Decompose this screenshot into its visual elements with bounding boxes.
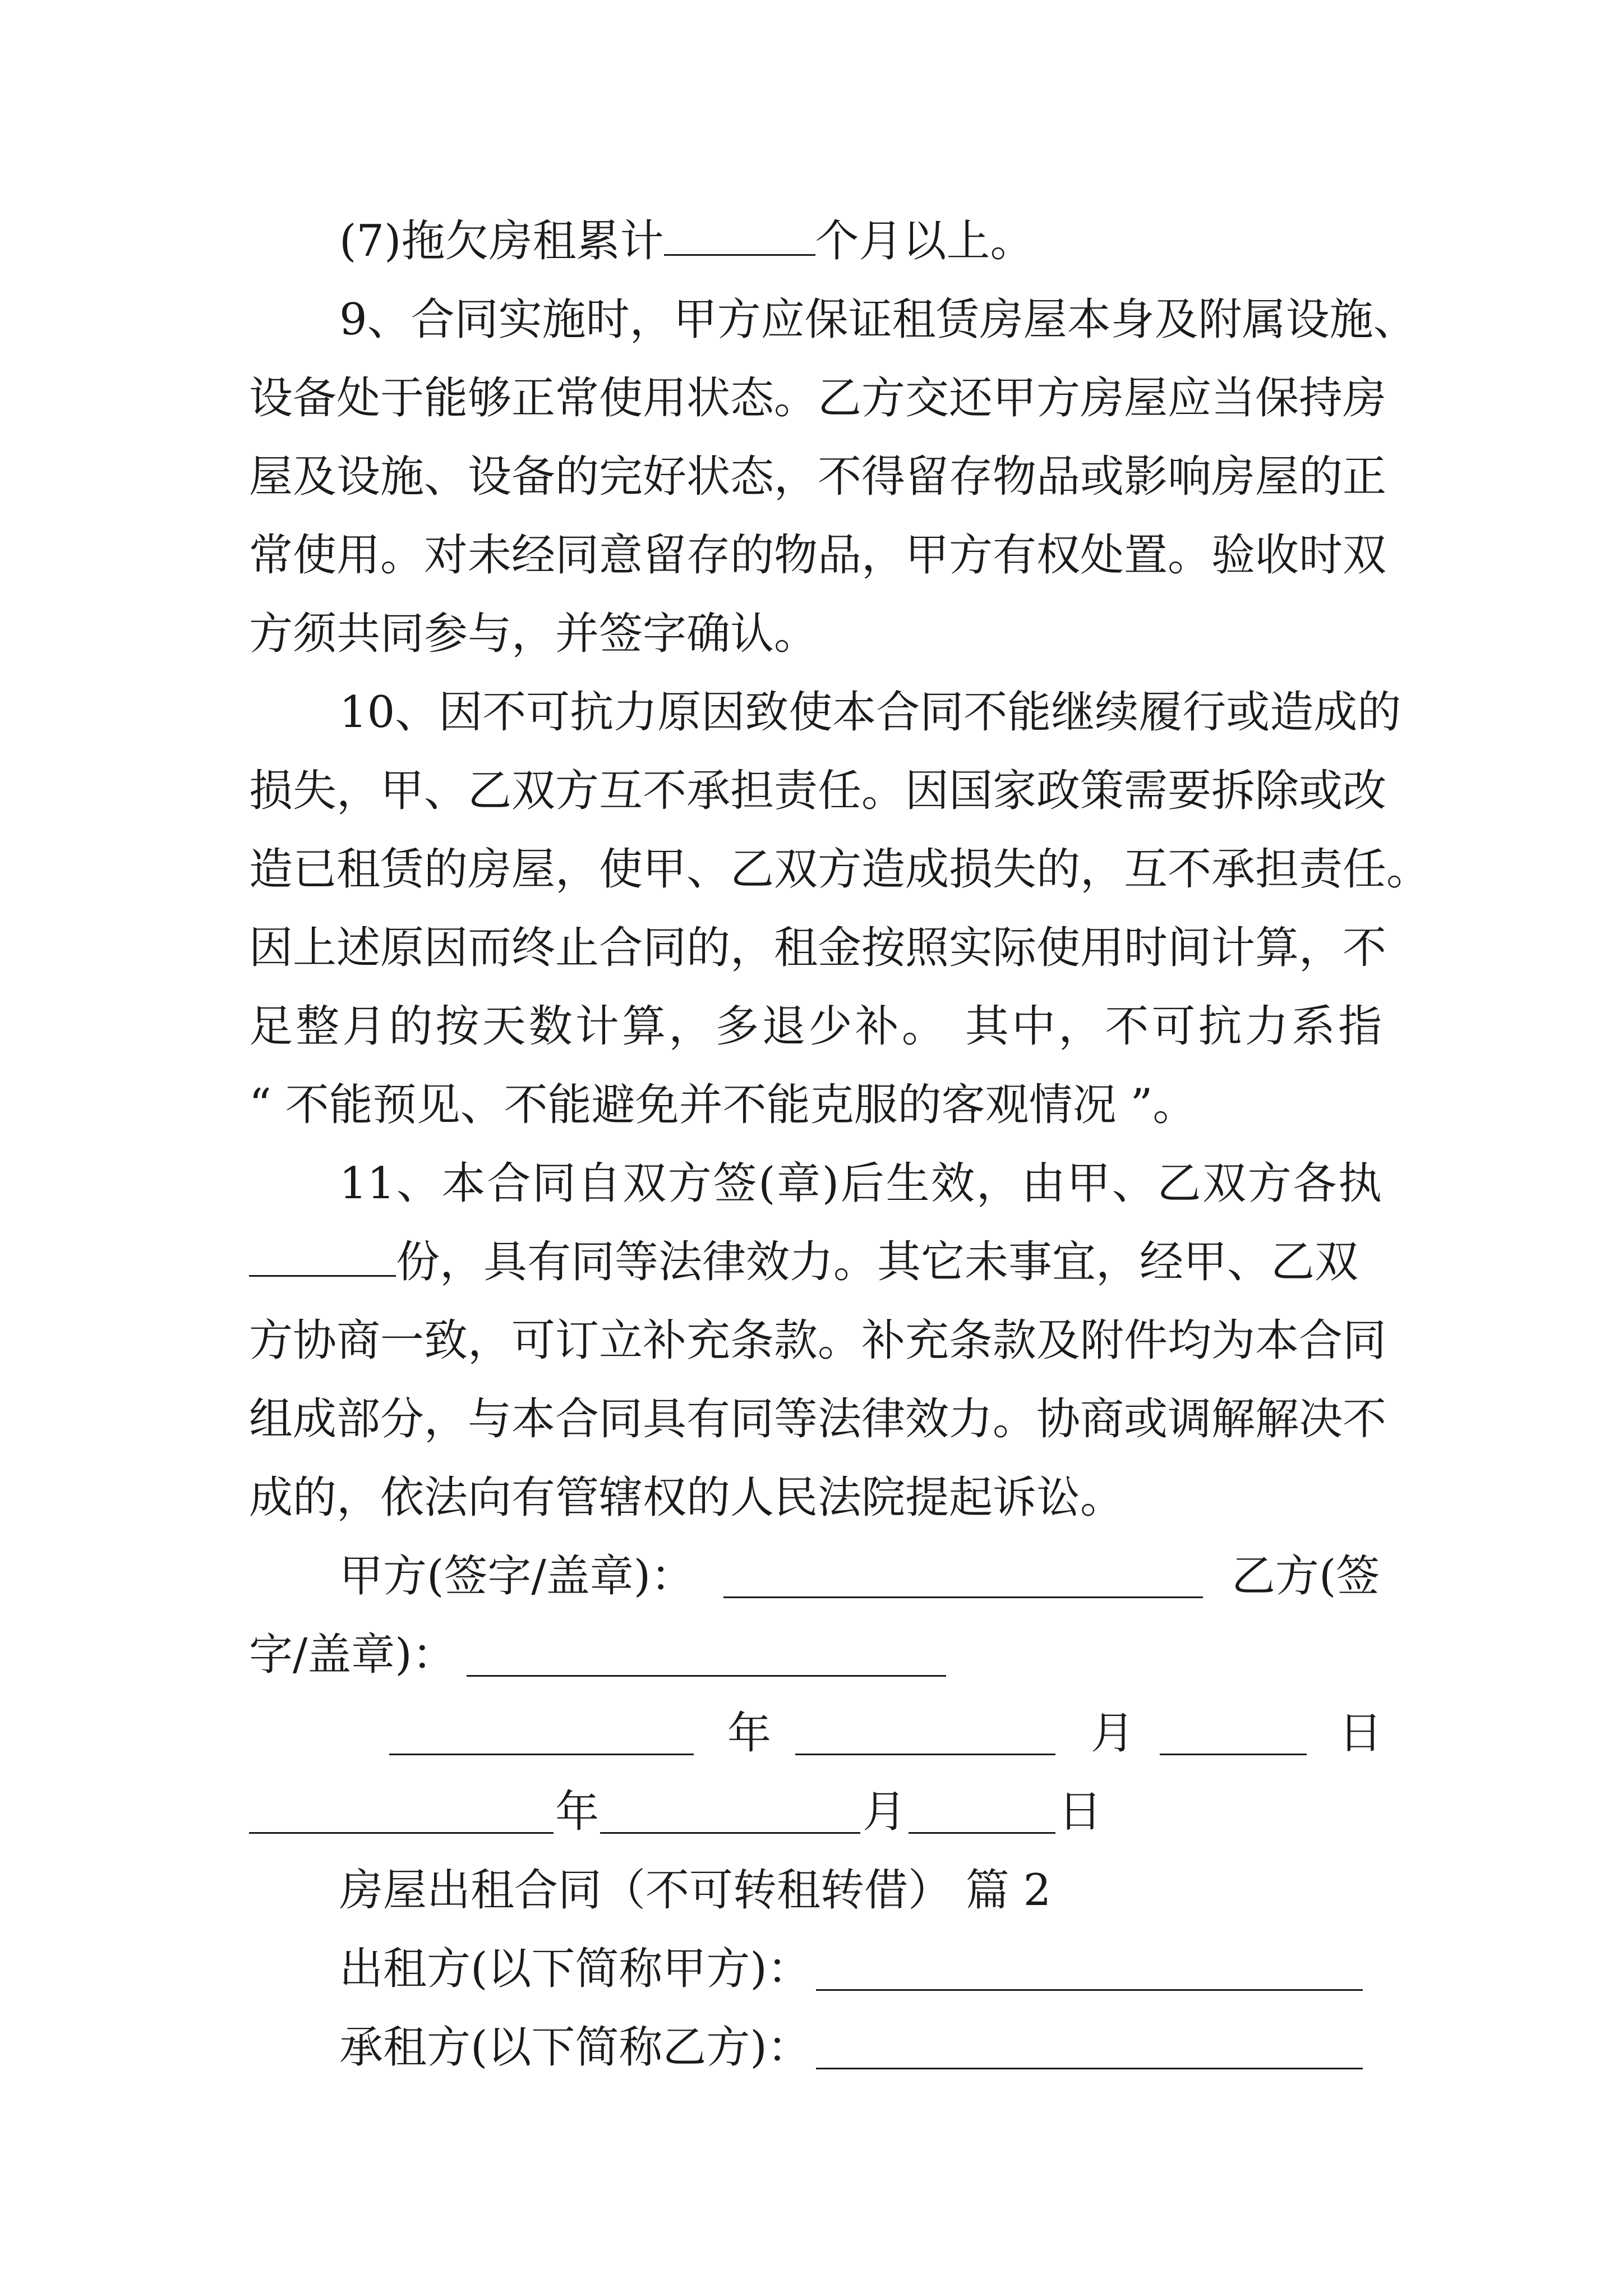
clause-10-line-6: “ 不能预见、不能避免并不能克服的客观情况 ”。 xyxy=(249,1080,1197,1130)
lessor-label: 出租方(以下简称甲方)： xyxy=(339,1944,811,1994)
copies-blank xyxy=(249,1231,396,1277)
clause-11-line-2-text: 份，具有同等法律效力。其它未事宜，经甲、乙双 xyxy=(396,1237,1359,1287)
party-b-year-label: 年 xyxy=(555,1787,600,1837)
lessee-label: 承租方(以下简称乙方)： xyxy=(339,2022,811,2073)
clause-10-line-4: 因上述原因而终止合同的，租金按照实际使用时间计算，不 xyxy=(249,923,1387,973)
clause-10-line-1: 10、因不可抗力原因致使本合同不能继续履行或造成的 xyxy=(339,687,1401,738)
party-a-year-label: 年 xyxy=(727,1708,772,1759)
clause-9-line-1: 9、合同实施时，甲方应保证租赁房屋本身及附属设施、 xyxy=(339,295,1417,345)
clause-9-line-4: 常使用。对未经同意留存的物品，甲方有权处置。验收时双 xyxy=(249,530,1387,581)
clause-11-line-1: 11、本合同自双方签(章)后生效，由甲、乙双方各执 xyxy=(339,1158,1382,1209)
party-a-day-line xyxy=(1160,1754,1307,1755)
clause-10-line-3: 造已租赁的房屋，使甲、乙双方造成损失的，互不承担责任。 xyxy=(249,844,1431,895)
clause-11-line-5: 成的，依法向有管辖权的人民法院提起诉讼。 xyxy=(249,1473,1124,1523)
clause-11-line-4: 组成部分，与本合同具有同等法律效力。协商或调解解决不 xyxy=(249,1394,1387,1444)
party-a-month-label: 月 xyxy=(1091,1708,1135,1759)
party-b-year-line xyxy=(249,1832,554,1834)
party-a-year-line xyxy=(389,1754,694,1755)
party-b-day-line xyxy=(909,1832,1055,1834)
party-a-day-label: 日 xyxy=(1339,1708,1383,1759)
clause-11-line-2 xyxy=(249,1223,1623,1301)
clause-9-line-2: 设备处于能够正常使用状态。乙方交还甲方房屋应当保持房 xyxy=(249,373,1387,424)
party-b-day-label: 日 xyxy=(1058,1787,1103,1837)
party-b-signature-line xyxy=(467,1675,946,1677)
party-a-signature-line xyxy=(723,1596,1203,1598)
clause-9-line-3: 屋及设施、设备的完好状态，不得留存物品或影响房屋的正 xyxy=(249,452,1387,502)
party-a-month-line xyxy=(795,1754,1055,1755)
party-b-month-line xyxy=(600,1832,860,1834)
lessee-name-line xyxy=(816,2068,1363,2069)
party-a-signature-label: 甲方(签字/盖章)： xyxy=(339,1551,695,1602)
party-b-signature-label-part1: 乙方(签 xyxy=(1232,1551,1380,1602)
clause-11-line-3: 方协商一致，可订立补充条款。补充条款及附件均为本合同 xyxy=(249,1315,1387,1366)
party-b-month-label: 月 xyxy=(863,1787,907,1837)
contract-2-title: 房屋出租合同（不可转租转借） 篇 2 xyxy=(339,1865,1052,1916)
clause-9-line-5: 方须共同参与，并签字确认。 xyxy=(249,609,818,659)
lessor-name-line xyxy=(816,1989,1363,1991)
clause-10-line-2: 损失，甲、乙双方互不承担责任。因国家政策需要拆除或改 xyxy=(249,766,1387,816)
months-blank xyxy=(664,210,815,256)
clause-7-suffix: 个月以上。 xyxy=(815,216,1034,266)
clause-10-line-5: 足整月的按天数计算，多退少补。 其中，不可抗力系指 xyxy=(249,1001,1382,1052)
clause-7-text: (7)拖欠房租累计 xyxy=(339,216,664,266)
party-b-signature-label-part2: 字/盖章)： xyxy=(249,1630,456,1680)
clause-7-line xyxy=(339,203,1623,280)
